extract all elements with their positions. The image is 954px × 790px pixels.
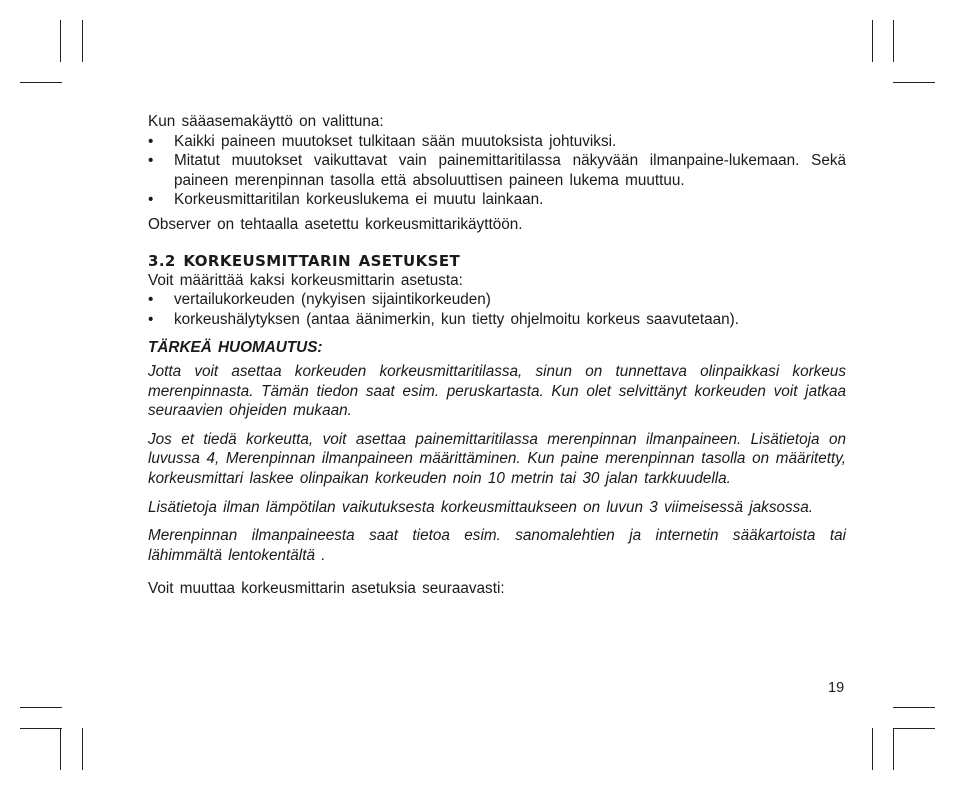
crop-mark — [60, 728, 61, 770]
note-paragraph: Jos et tiedä korkeutta, voit asettaa painemittaritilassa merenpinnan ilmanpaineen. Lisätietoja on luvussa 4, Merenpinnan ilmanpaineen määrittäminen. Kun paine merenpinnan tasolla on määritetty, korkeusmittari laskee olinpaikan korkeuden noin 10 metrin tai 30 jalan tarkkuudella. — [148, 430, 846, 487]
closing-text: Voit muuttaa korkeusmittarin asetuksia seuraavasti: — [148, 580, 505, 598]
list-item — [148, 310, 846, 330]
list-item-text: Korkeusmittaritilan korkeuslukema ei muutu lainkaan. — [174, 191, 544, 209]
list-item-text: korkeushälytyksen (antaa äänimerkin, kun tietty ohjelmoitu korkeus saavutetaan). — [174, 310, 739, 328]
page-number: 19 — [828, 680, 845, 696]
crop-mark — [60, 20, 61, 62]
crop-mark — [872, 20, 873, 62]
list-item — [148, 132, 846, 152]
intro-lead: Kun sääasemakäyttö on valittuna: — [148, 113, 384, 130]
note-paragraph: Jotta voit asettaa korkeuden korkeusmittaritilassa, sinun on tunnettava olinpaikkasi korkeus merenpinnasta. Tämän tiedon saat esim. peruskartasta. Kun olet selvittänyt korkeuden voit jatkaa seuraavien ohjeiden mukaan. — [148, 362, 846, 420]
crop-mark — [893, 707, 935, 708]
intro-closing: Observer on tehtaalla asetettu korkeusmittarikäyttöön. — [148, 215, 523, 233]
bullet-icon: • — [148, 191, 154, 209]
crop-mark — [20, 728, 62, 729]
intro-bullet-list — [148, 132, 846, 210]
crop-mark — [20, 707, 62, 708]
section-heading: 3.2 KORKEUSMITTARIN ASETUKSET — [148, 251, 461, 270]
page-content — [148, 112, 846, 599]
bullet-icon: • — [148, 152, 154, 170]
note-paragraph: Merenpinnan ilmanpaineesta saat tietoa esim. sanomalehtien ja internetin sääkartoista tai lähimmältä lentokentältä . — [148, 527, 846, 564]
list-item — [148, 290, 846, 310]
list-item — [148, 151, 846, 190]
note-title: TÄRKEÄ HUOMAUTUS: — [148, 339, 323, 357]
bullet-icon: • — [148, 132, 154, 150]
crop-mark — [872, 728, 873, 770]
list-item-text: vertailukorkeuden (nykyisen sijaintikorkeuden) — [174, 291, 491, 309]
bullet-icon: • — [148, 310, 154, 328]
list-item-text: Kaikki paineen muutokset tulkitaan sään muutoksista johtuviksi. — [174, 132, 617, 150]
bullet-icon: • — [148, 291, 154, 309]
crop-mark — [893, 82, 935, 83]
crop-mark — [893, 728, 894, 770]
list-item-text: Mitatut muutokset vaikuttavat vain painemittaritilassa näkyvään ilmanpaine-lukemaan. Sekä paineen merenpinnan tasolla että absoluuttisen paineen lukema muuttuu. — [174, 152, 846, 189]
section-bullet-list — [148, 290, 846, 329]
note-paragraph: Lisätietoja ilman lämpötilan vaikutuksesta korkeusmittaukseen on luvun 3 viimeisessä jaksossa. — [148, 498, 814, 516]
list-item — [148, 190, 846, 210]
crop-mark — [893, 20, 894, 62]
crop-mark — [82, 20, 83, 62]
crop-mark — [893, 728, 935, 729]
crop-mark — [82, 728, 83, 770]
crop-mark — [20, 82, 62, 83]
section-lead: Voit määrittää kaksi korkeusmittarin asetusta: — [148, 271, 463, 289]
